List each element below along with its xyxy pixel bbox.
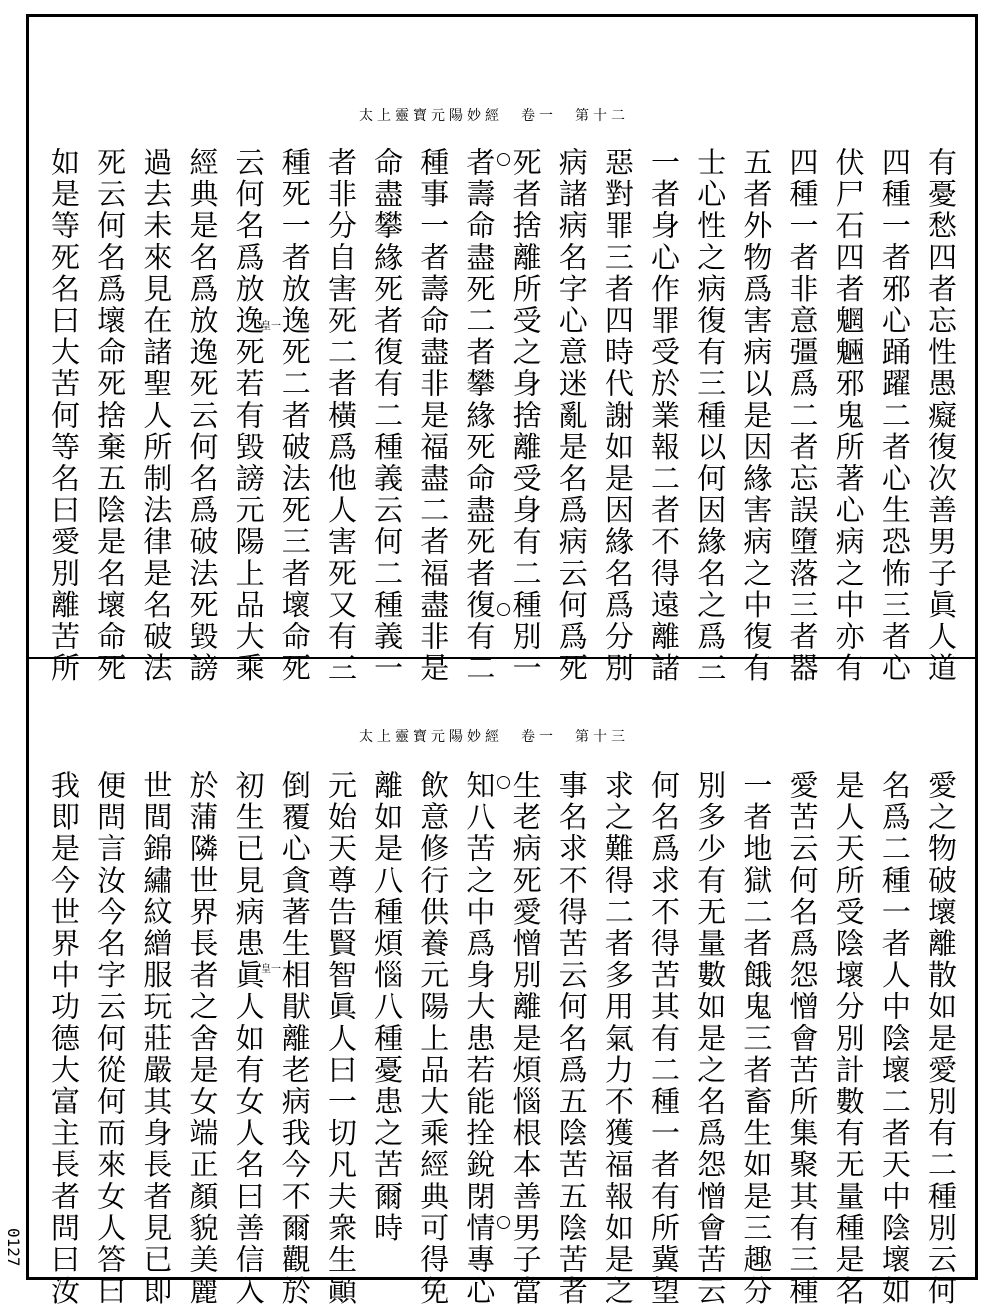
text-column: 者壽命盡死二者攀緣死命盡死者復有二 — [462, 147, 497, 685]
text-column: 是人天所受陰壞分別計數有无量種是名 — [831, 770, 866, 1308]
panel-divider — [29, 657, 975, 659]
text-column: 飲意修行供養元陽上品大乘經典可得免 — [416, 770, 451, 1308]
text-column: 倒覆心貪著生相猒離老病我今不爾觀於 — [277, 770, 312, 1308]
text-column: 別多少有无量數如是之名爲怨憎會苦云 — [693, 770, 728, 1308]
text-column: 離如是八種煩惱八種憂患之苦爾時 — [370, 770, 405, 1244]
punctuation-circle — [497, 153, 510, 166]
text-column: 我即是今世界中功德大富主長者問曰汝 — [47, 770, 81, 1308]
text-column: 經典是名爲放逸死云何名爲破法死毀謗 — [185, 147, 220, 685]
text-column: 四種一者非意彊爲二者忘誤墮落三者器 — [785, 147, 820, 685]
text-column: 死者捨離所受之身捨離受身有二種別一 — [508, 147, 543, 685]
text-column: 者非分自害死二者橫爲他人害死又有三 — [323, 147, 358, 685]
text-column: 惡對罪三者四時代謝如是因緣名爲分別 — [600, 147, 635, 685]
text-column: 如是等死名曰大苦何等名曰愛別離苦所 — [47, 147, 81, 685]
text-column: 士心性之病復有三種以何因緣名之爲三 — [693, 147, 728, 685]
page-number: 0127 — [4, 1228, 23, 1267]
text-column: 四種一者邪心踊躍二者心生恐怖三者心 — [877, 147, 912, 685]
text-column: 初生已見病患眞人如有女人名曰善信入 — [231, 770, 266, 1308]
bottom-text-columns — [47, 770, 958, 1308]
text-column: 事名求不得苦云何名爲五陰苦五陰苦者 — [554, 770, 589, 1308]
bottom-side-mark: 皇一 — [261, 964, 281, 975]
bottom-page-header: 太上靈寶元陽妙經 卷一 第十三 — [359, 729, 629, 745]
text-column: 便問言汝今名字云何從何而來女人答曰 — [93, 770, 128, 1308]
punctuation-circle — [497, 1216, 510, 1229]
text-column: 過去未來見在諸聖人所制法律是名破法 — [139, 147, 174, 685]
text-column: 死云何名爲壞命死捨棄五陰是名壞命死 — [93, 147, 128, 685]
text-column: 生老病死愛憎別離是煩惱根本善男子當 — [508, 770, 543, 1308]
text-column: 世間錦繡紋繒服玩莊嚴其身長者見已即 — [139, 770, 174, 1308]
page-frame — [26, 14, 978, 1308]
top-panel — [29, 17, 975, 685]
text-column: 求之難得二者多用氣力不獲福報如是之 — [600, 770, 635, 1308]
text-column: 元始天尊告賢智眞人曰一切凡夫衆生顚 — [323, 770, 358, 1308]
text-column: 命盡攀緣死者復有二種義云何二種義一 — [370, 147, 405, 685]
text-column: 云何名爲放逸死若有毀謗元陽上品大乘 — [231, 147, 266, 685]
text-column: 種事一者壽命盡非是福盡二者福盡非是 — [416, 147, 451, 685]
top-page-header: 太上靈寶元陽妙經 卷一 第十二 — [359, 108, 629, 124]
text-column: 有憂愁四者忘性愚癡復次善男子眞人道 — [923, 147, 958, 685]
text-column: 種死一者放逸死二者破法死三者壞命死 — [277, 147, 312, 685]
punctuation-circle — [497, 776, 510, 789]
text-column: 一者地獄二者餓鬼三者畜生如是三趣分 — [739, 770, 774, 1308]
text-column: 一者身心作罪受於業報二者不得遠離諸 — [647, 147, 682, 685]
punctuation-circle — [497, 603, 510, 616]
text-column: 伏尸石四者魍魎邪鬼所著心病之中亦有 — [831, 147, 866, 685]
text-column: 知八苦之中爲身大患若能拴銳閉情專心 — [462, 770, 497, 1308]
text-column: 五者外物爲害病以是因緣害病之中復有 — [739, 147, 774, 685]
text-column: 愛苦云何名爲怨憎會苦所集聚其有三種 — [785, 770, 820, 1308]
text-column: 於蒲隣世界長者之舍是女端正顏貌美麗 — [185, 770, 220, 1308]
top-text-columns — [47, 147, 958, 685]
text-column: 名爲二種一者人中陰壞二者天中陰壞如 — [877, 770, 912, 1308]
top-side-mark: 皇一 — [261, 321, 281, 332]
text-column: 病諸病名字心意迷亂是名爲病云何爲死 — [554, 147, 589, 685]
text-column: 愛之物破壞離散如是愛別有二種別云何 — [923, 770, 958, 1308]
bottom-panel — [29, 660, 975, 1308]
text-column: 何名爲求不得苦其有二種一者有所冀望 — [647, 770, 682, 1308]
